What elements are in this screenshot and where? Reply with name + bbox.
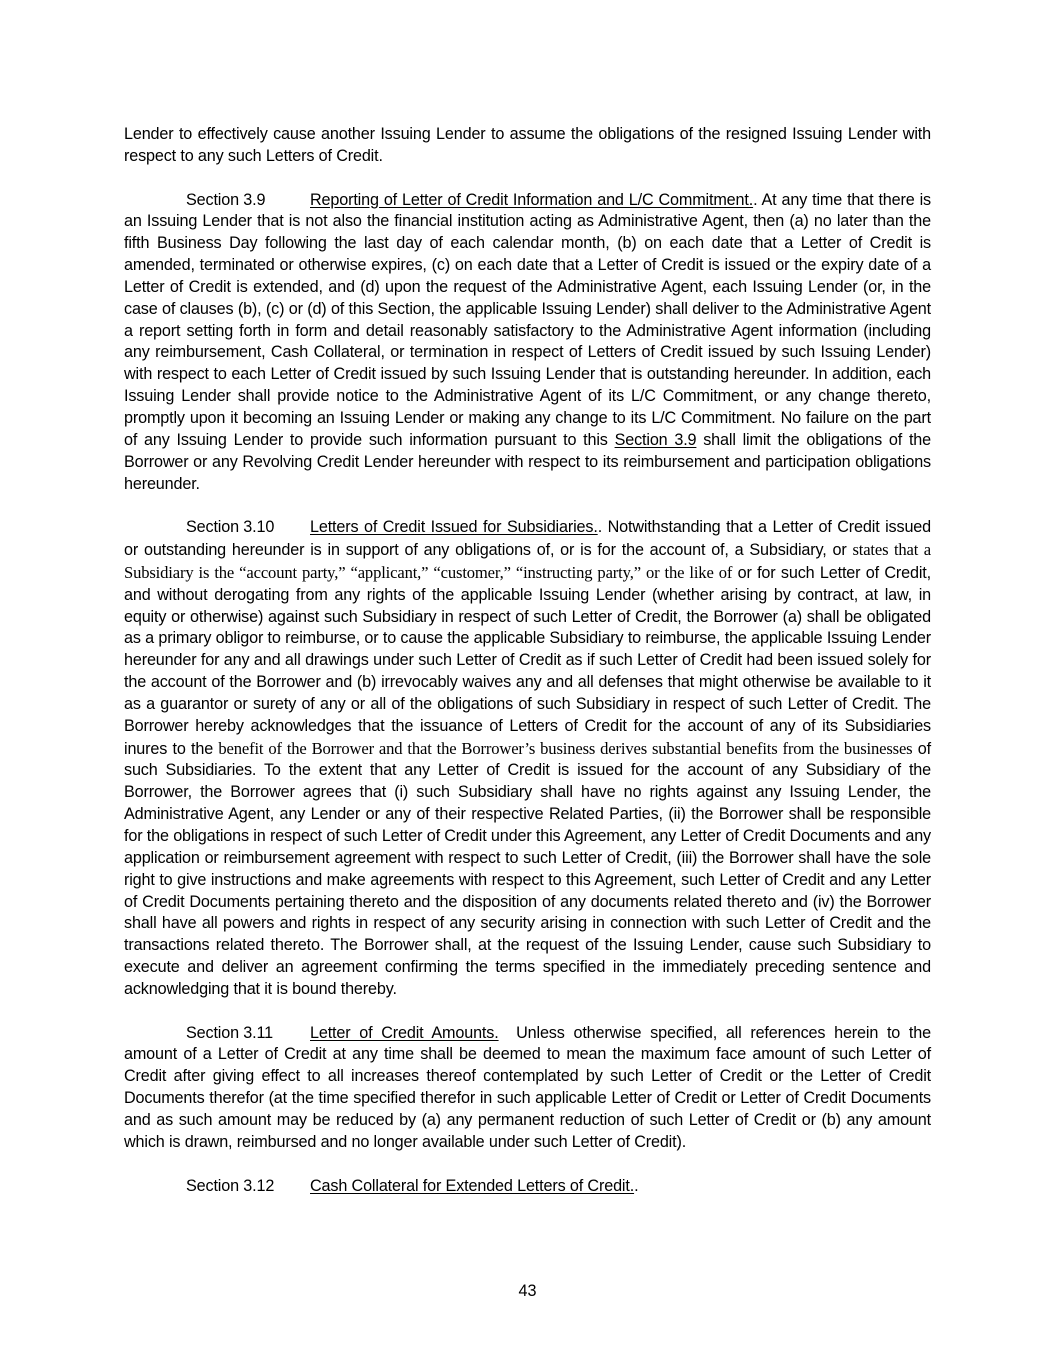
section-text-serif: benefit of the Borrower and that the Borrower’s business derives substantial benefits from the businesses xyxy=(218,738,913,758)
section-heading: Cash Collateral for Extended Letters of Credit. xyxy=(310,1176,635,1195)
page-number: 43 xyxy=(518,1282,537,1300)
section-3-10-paragraph xyxy=(124,517,931,1001)
section-text: of such Subsidiaries. To the extent that any Letter of Credit is issued for the account of any Subsidiary of the Borrower, the Borrower agrees that (i) such Subsidiary shall have no rights against any Issuing Lender, the Administrative Agent, any Lender or any of their respective Related Parties, (ii) the Borrower shall be responsible for the obligations in respect of such Letter of Credit under this Agreement, any Letter of Credit Documents and any application or reimbursement agreement with respect to such Letter of Credit, (iii) the Borrower shall have the sole right to give instructions and make agreements with respect to this Agreement, such Letter of Credit and any Letter of Credit Documents pertaining thereto and the disposition of any documents related thereto and (iv) the Borrower shall have all powers and rights in respect of any security arising in connection with such Letter of Credit and the transactions related thereto. The Borrower shall, at the request of the Issuing Lender, cause such Subsidiary to execute and deliver an agreement confirming the terms specified in the immediately preceding sentence and acknowledging that it is bound thereby. xyxy=(124,739,931,998)
section-text: or for such Letter of Credit, and without derogating from any rights of the applicable Issuing Lender (whether arising by contract, at law, in equity or otherwise) against such Subsidiary in respect of such Letter of Credit, the Borrower (a) shall be obligated as a primary obligor to reimburse, or to cause the applicable Subsidiary to reimburse, the applicable Issuing Lender hereunder for any and all drawings under such Letter of Credit as if such Letter of Credit had been issued solely for the account of the Borrower and (b) irrevocably waives any and all defenses that might otherwise be available to it as a guarantor or surety of any or all of the obligations of such Subsidiary in respect of such Letter of Credit. The Borrower hereby acknowledges that the issuance of Letters of Credit for the account of any of its Subsidiaries inures to the xyxy=(124,563,931,758)
carryover-paragraph: Lender to effectively cause another Issuing Lender to assume the obligations of the resigned Issuing Lender with respect to any such Letters of Credit. xyxy=(124,125,931,165)
section-number: Section 3.9 xyxy=(186,190,266,209)
section-text: shall limit the obligations of the Borrower or any Revolving Credit Lender hereunder with respect to its reimbursement and participation obligations hereunder. xyxy=(124,430,932,493)
section-heading: Letters of Credit Issued for Subsidiaries. xyxy=(310,518,598,537)
section-cross-reference: Section 3.9 xyxy=(614,430,697,449)
section-number: Section 3.12 xyxy=(186,1176,275,1195)
section-text: . xyxy=(634,1176,639,1195)
section-number: Section 3.10 xyxy=(186,518,275,537)
section-text: Unless otherwise specified, all references herein to the amount of a Letter of Credit at any time shall be deemed to mean the maximum face amount of such Letter of Credit after giving effect to all increases thereof contemplated by such Letter of Credit or the Letter of Credit Documents therefor (at the time specified therefor in such applicable Letter of Credit or Letter of Credit Documents and as such amount may be reduced by (a) any permanent reduction of such Letter of Credit or (b) any amount which is drawn, reimbursed and no longer available under such Letter of Credit). xyxy=(124,1023,936,1151)
section-text: . Notwithstanding that a Letter of Credit issued or outstanding hereunder is in support of any obligations of, or is for the account of, a Subsidiary, or xyxy=(124,518,931,560)
section-text: . At any time that there is an Issuing Lender that is not also the financial institution acting as Administrative Agent, then (a) no later than the fifth Business Day following the last day of each calendar month, (b) on each date that a Letter of Credit is amended, terminated or otherwise expires, (c) on each date that a Letter of Credit is issued or the expiry date of a Letter of Credit is extended, and (d) upon the request of the Administrative Agent, each Issuing Lender (or, in the case of clauses (b), (c) or (d) of this Section, the applicable Issuing Lender) shall deliver to the Administrative Agent a report setting forth in form and detail reasonably satisfactory to the Administrative Agent information (including any reimbursement, Cash Collateral, or termination in respect of Letters of Credit issued by such Issuing Lender) with respect to each Letter of Credit issued by such Issuing Lender that is outstanding hereunder. In addition, each Issuing Lender shall provide notice to the Administrative Agent of its L/C Commitment, or any change thereto, promptly upon it becoming an Issuing Lender or making any change to its L/C Commitment. No failure on the part of any Issuing Lender to provide such information pursuant to this xyxy=(124,190,931,449)
section-3-9-paragraph xyxy=(124,190,931,496)
section-text-serif: states that a Subsidiary is the “account party,” “applicant,” “customer,” “instructing party,” or the like of xyxy=(124,540,931,582)
section-3-12-paragraph xyxy=(124,1176,931,1198)
section-number: Section 3.11 xyxy=(186,1023,273,1042)
page-body xyxy=(124,124,936,1219)
section-heading: Reporting of Letter of Credit Information and L/C Commitment. xyxy=(310,190,754,209)
section-3-11-paragraph xyxy=(124,1023,936,1154)
section-heading: Letter of Credit Amounts. xyxy=(310,1023,499,1042)
